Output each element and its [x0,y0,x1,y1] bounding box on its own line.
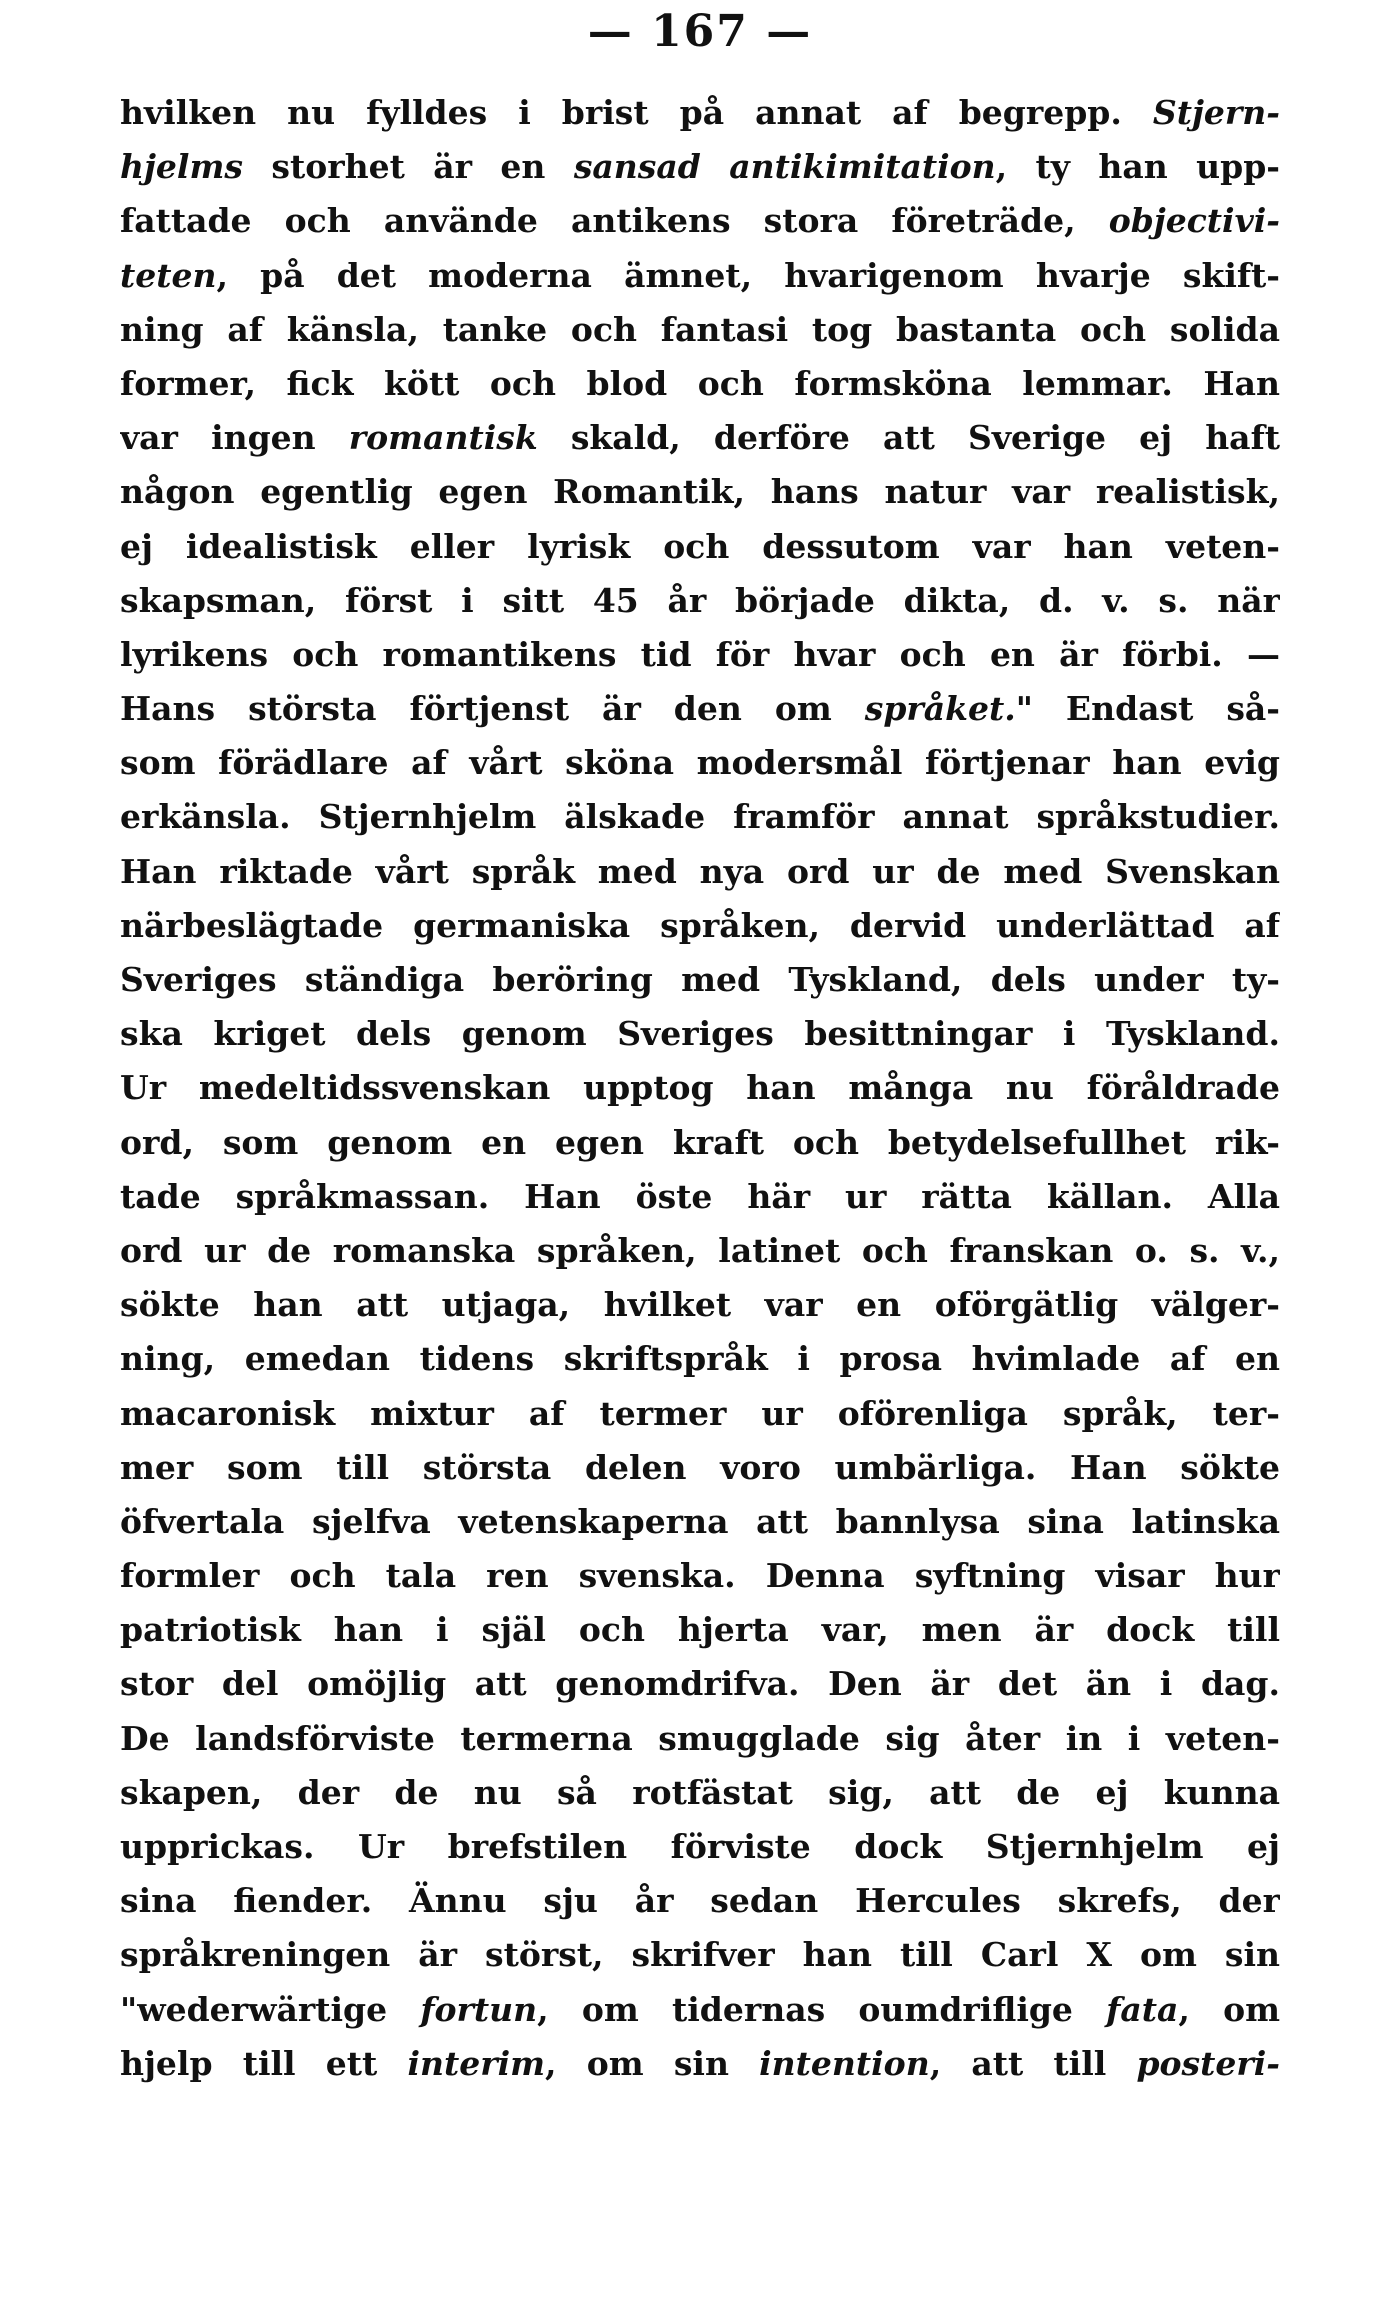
text-run: som förädlare af vårt sköna modersmål förtjenar han evig [120,743,1280,783]
text-line [120,1278,1280,1332]
text-line [120,1387,1280,1441]
text-run: fattade och använde antikens stora företräde, [120,201,1109,241]
text-line [120,1657,1280,1711]
text-run: erkänsla. Stjernhjelm älskade framför annat språkstudier. [120,797,1280,837]
text-run: öfvertala sjelfva vetenskaperna att bannlysa sina latinska [120,1501,1280,1541]
text-line [120,953,1280,1007]
italic-text: hjelms [120,147,243,187]
text-line [120,1061,1280,1115]
text-run: hjelp till ett [120,2043,408,2083]
italic-text: objectivi- [1108,201,1280,241]
text-run: närbeslägtade germaniska språken, dervid underlättad af [120,905,1280,945]
text-line [120,249,1280,303]
text-line [120,1874,1280,1928]
italic-text: språket. [864,689,1016,729]
text-line [120,1495,1280,1549]
text-run: storhet är en [242,147,574,187]
text-line [120,1603,1280,1657]
italic-text: romantisk [348,418,538,458]
text-run: patriotisk han i själ och hjerta var, men är dock till [120,1610,1280,1650]
text-line [120,1441,1280,1495]
italic-text: posteri- [1136,2043,1280,2083]
text-line [120,1332,1280,1386]
text-line [120,1766,1280,1820]
text-line [120,1549,1280,1603]
text-line [120,2037,1280,2091]
text-line [120,411,1280,465]
text-run: var ingen [120,418,349,458]
text-run: former, fick kött och blod och formsköna lemmar. Han [120,363,1280,403]
text-line [120,1928,1280,1982]
text-run: , om sin [545,2043,760,2083]
text-line [120,140,1280,194]
text-run: Sveriges ständiga beröring med Tyskland, dels under ty- [120,960,1280,999]
text-line [120,736,1280,790]
text-line [120,682,1280,736]
text-line [120,465,1280,519]
italic-text: teten [120,255,217,295]
text-run: formler och tala ren svenska. Denna syftning visar hur [120,1556,1280,1596]
text-run: tade språkmassan. Han öste här ur rätta källan. Alla [120,1176,1280,1216]
text-line [120,574,1280,628]
text-line [120,1820,1280,1874]
text-run: språkreningen är störst, skrifver han till Carl X om sin [120,1935,1280,1975]
italic-text: intention [759,2043,930,2083]
text-run: " Endast så- [1015,689,1280,729]
text-line [120,1116,1280,1170]
text-run: ning af känsla, tanke och fantasi tog bastanta och solida [120,309,1280,349]
text-line [120,1007,1280,1061]
text-run: ord ur de romanska språken, latinet och franskan o. s. v., [120,1230,1280,1270]
page-number: — 167 — [587,6,813,57]
text-line [120,194,1280,248]
text-run: lyrikens och romantikens tid för hvar och en är förbi. — [120,634,1280,674]
text-run: skald, derföre att Sverige ej haft [537,418,1280,458]
text-run: hvilken nu fylldes i brist på annat af begrepp. [120,93,1153,132]
text-line [120,1170,1280,1224]
text-run: , att till [929,2043,1137,2083]
text-line [120,790,1280,844]
italic-text: fata [1106,1989,1179,2029]
text-line [120,303,1280,357]
text-run: ord, som genom en egen kraft och betydelsefullhet rik- [120,1122,1280,1162]
text-run: någon egentlig egen Romantik, hans natur var realistisk, [120,472,1280,512]
text-line [120,845,1280,899]
text-run: sökte han att utjaga, hvilket var en oförgätlig välger- [120,1285,1280,1325]
text-run: upprickas. Ur brefstilen förviste dock Stjernhjelm ej [120,1827,1280,1866]
text-run: , ty han upp- [995,147,1280,187]
text-run: , om [1178,1989,1280,2029]
text-line [120,86,1280,140]
text-run: , om tidernas oumdriflige [537,1989,1107,2029]
text-run: "wederwärtige [120,1989,421,2029]
text-run: Hans största förtjenst är den om [120,689,865,729]
text-line [120,357,1280,411]
text-run: skapsman, först i sitt 45 år började dikta, d. v. s. när [120,580,1280,620]
italic-text: interim [407,2043,546,2083]
text-run: ej idealistisk eller lyrisk och dessutom var han veten- [120,526,1280,566]
text-run: Ur medeltidssvenskan upptog han många nu föråldrade [120,1068,1280,1108]
text-run: mer som till största delen voro umbärliga. Han sökte [120,1447,1280,1487]
text-run: De landsförviste termerna smugglade sig åter in i veten- [120,1718,1280,1758]
text-line [120,1712,1280,1766]
text-run: skapen, der de nu så rotfästat sig, att de ej kunna [120,1772,1280,1812]
italic-text: fortun [420,1989,538,2029]
text-run: , på det moderna ämnet, hvarigenom hvarje skift- [216,255,1280,295]
text-line [120,628,1280,682]
text-line [120,899,1280,953]
text-run: Han riktade vårt språk med nya ord ur de med Svenskan [120,851,1280,891]
text-run: stor del omöjlig att genomdrifva. Den är det än i dag. [120,1664,1280,1704]
text-run: ning, emedan tidens skriftspråk i prosa hvimlade af en [120,1339,1280,1379]
text-line [120,1224,1280,1278]
italic-text: Stjern- [1152,93,1280,132]
italic-text: sansad antikimitation [573,147,996,187]
text-line [120,520,1280,574]
text-run: macaronisk mixtur af termer ur oförenliga språk, ter- [120,1393,1280,1433]
text-run: ska kriget dels genom Sveriges besittningar i Tyskland. [120,1014,1280,1054]
text-line [120,1983,1280,2037]
body-text [120,86,1280,2091]
text-run: sina fiender. Ännu sju år sedan Hercules skrefs, der [120,1881,1280,1921]
